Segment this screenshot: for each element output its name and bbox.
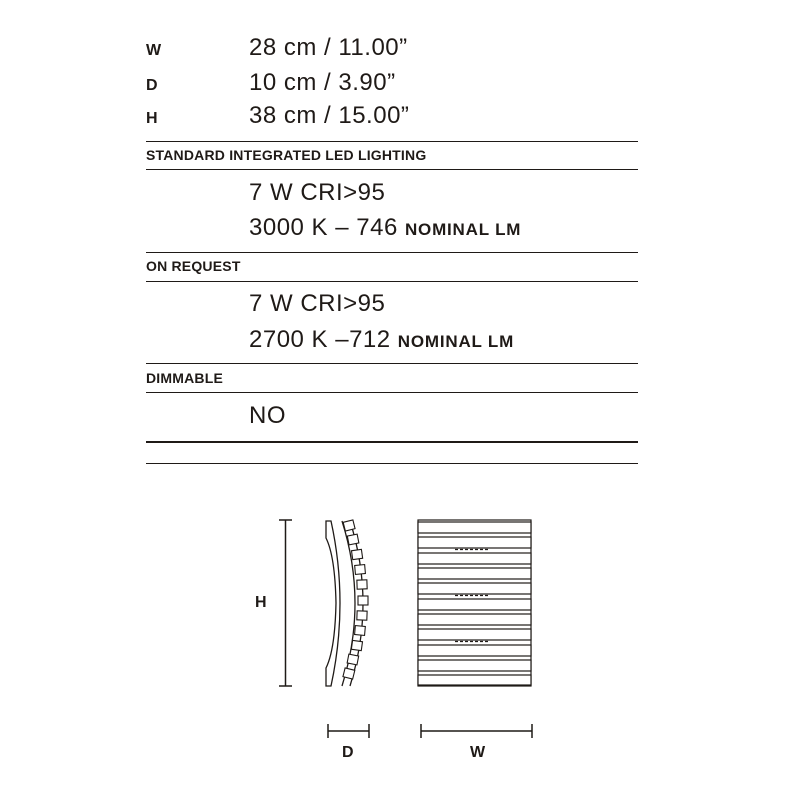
dim-value-d: 10 cm / 3.90” <box>249 69 396 96</box>
on-request-power-cri: 7 W CRI>95 <box>249 290 386 317</box>
dim-letter-d: D <box>146 77 158 94</box>
standard-lumen-unit: NOMINAL LM <box>404 220 522 239</box>
dimmable-value: NO <box>249 402 286 429</box>
standard-power-cri: 7 W CRI>95 <box>249 179 386 206</box>
on-request-temp-value: 2700 K –712 <box>249 326 391 353</box>
dim-letter-h: H <box>146 110 158 127</box>
section-title-dimmable: DIMMABLE <box>146 370 224 386</box>
front-view <box>418 520 531 686</box>
standard-temp-value: 3000 K – 746 <box>249 214 398 241</box>
drawing-label-w: W <box>470 744 486 761</box>
depth-dimension-line <box>328 724 369 738</box>
height-dimension-line <box>279 520 292 686</box>
width-dimension-line <box>421 724 532 738</box>
section-title-on-request: ON REQUEST <box>146 258 241 274</box>
dim-letter-w: W <box>146 42 162 59</box>
dim-value-w: 28 cm / 11.00” <box>249 34 408 61</box>
dim-value-h: 38 cm / 15.00” <box>249 102 410 129</box>
section-title-standard: STANDARD INTEGRATED LED LIGHTING <box>146 147 427 163</box>
drawing-label-d: D <box>342 744 354 761</box>
on-request-lumen-unit: NOMINAL LM <box>397 332 515 351</box>
drawing-label-h: H <box>255 594 267 611</box>
